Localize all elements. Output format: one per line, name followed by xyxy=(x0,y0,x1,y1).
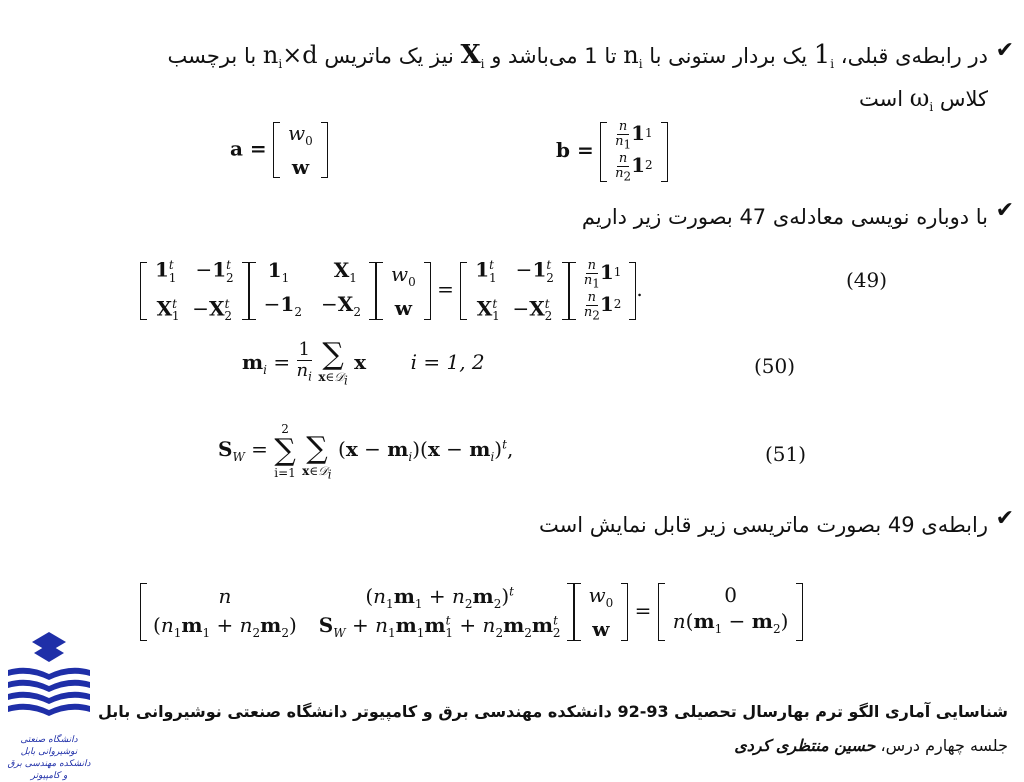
checkmark-icon: ✔ xyxy=(995,38,1014,63)
checkmark-icon: ✔ xyxy=(995,198,1014,223)
bullet-paragraph-1 xyxy=(28,38,988,124)
equation-49-number: (49) xyxy=(846,268,888,292)
book-logo-icon xyxy=(4,630,94,730)
logo-caption: دانشگاه صنعتی نوشیروانی بابل دانشکده مهندسی برق و کامپیوتر xyxy=(7,735,91,781)
bullet-1-line-2: کلاس $\omega_i$ است xyxy=(859,84,988,115)
university-logo xyxy=(4,630,94,781)
footer-session-info: جلسه چهارم درس، حسین منتظری کردی xyxy=(734,736,1008,755)
footer-course-info: شناسایی آماری الگو ترم بهارسال تحصیلی 93-92 دانشکده مهندسی برق و کامپیوتر دانشگاه صنعتی نوشیروانی بابل xyxy=(98,702,1008,721)
equation-b: b = $\frac{n}{n_1}$ 1 1 $\frac{n}{n_2}$ 1 2 xyxy=(556,120,668,183)
bullet-1-line-1: در رابطه‌ی قبلی، $1_i$ یک بردار ستونی با $n_i$ تا 1 می‌باشد و $X_i$ نیز یک ماتریس $n_i\times d$ با برچسب xyxy=(167,40,988,72)
equation-49: $1^t_1 -1^t_2$ $X^t_1 -X^t_2$ $1_1$ $X_1$ $-1_2 -X_2$ $w_0$ w = $1^t_1 -1^t_2$ $X^t_1 -X^t_2$ $\frac{n}{n_1}$ 1 1 $\frac{n}{n_2}$ 1 2 . xyxy=(140,252,643,329)
equation-50: $m_i$ = $\frac{1}{n_i}$ ∑ x∈𝒟$_i$ x i = 1, 2 xyxy=(242,337,485,388)
equation-50-number: (50) xyxy=(754,354,796,378)
equation-a: a = $w_0$ w xyxy=(230,120,328,180)
bullet-paragraph-3: رابطه‌ی 49 بصورت ماتریسی زیر قابل نمایش است xyxy=(539,513,988,537)
checkmark-icon: ✔ xyxy=(995,506,1014,531)
equation-51-number: (51) xyxy=(765,442,807,466)
equation-51: $S_W$ = 2 ∑ i=1 ∑ x∈𝒟$_i$ $(x - m_i)(x - m_i)^t$, xyxy=(218,421,514,482)
equation-matrix-form: n $(n_1m_1 + n_2m_2)^t$ $(n_1m_1 + n_2m_2)$ $S_W + n_1m_1m^t_1 + n_2m_2m^t_2$ $w_0$ w = 0 $n(m_1 - m_2)$ xyxy=(140,582,803,642)
bullet-paragraph-2: با دوباره نویسی معادله‌ی 47 بصورت زیر داریم xyxy=(581,205,988,229)
